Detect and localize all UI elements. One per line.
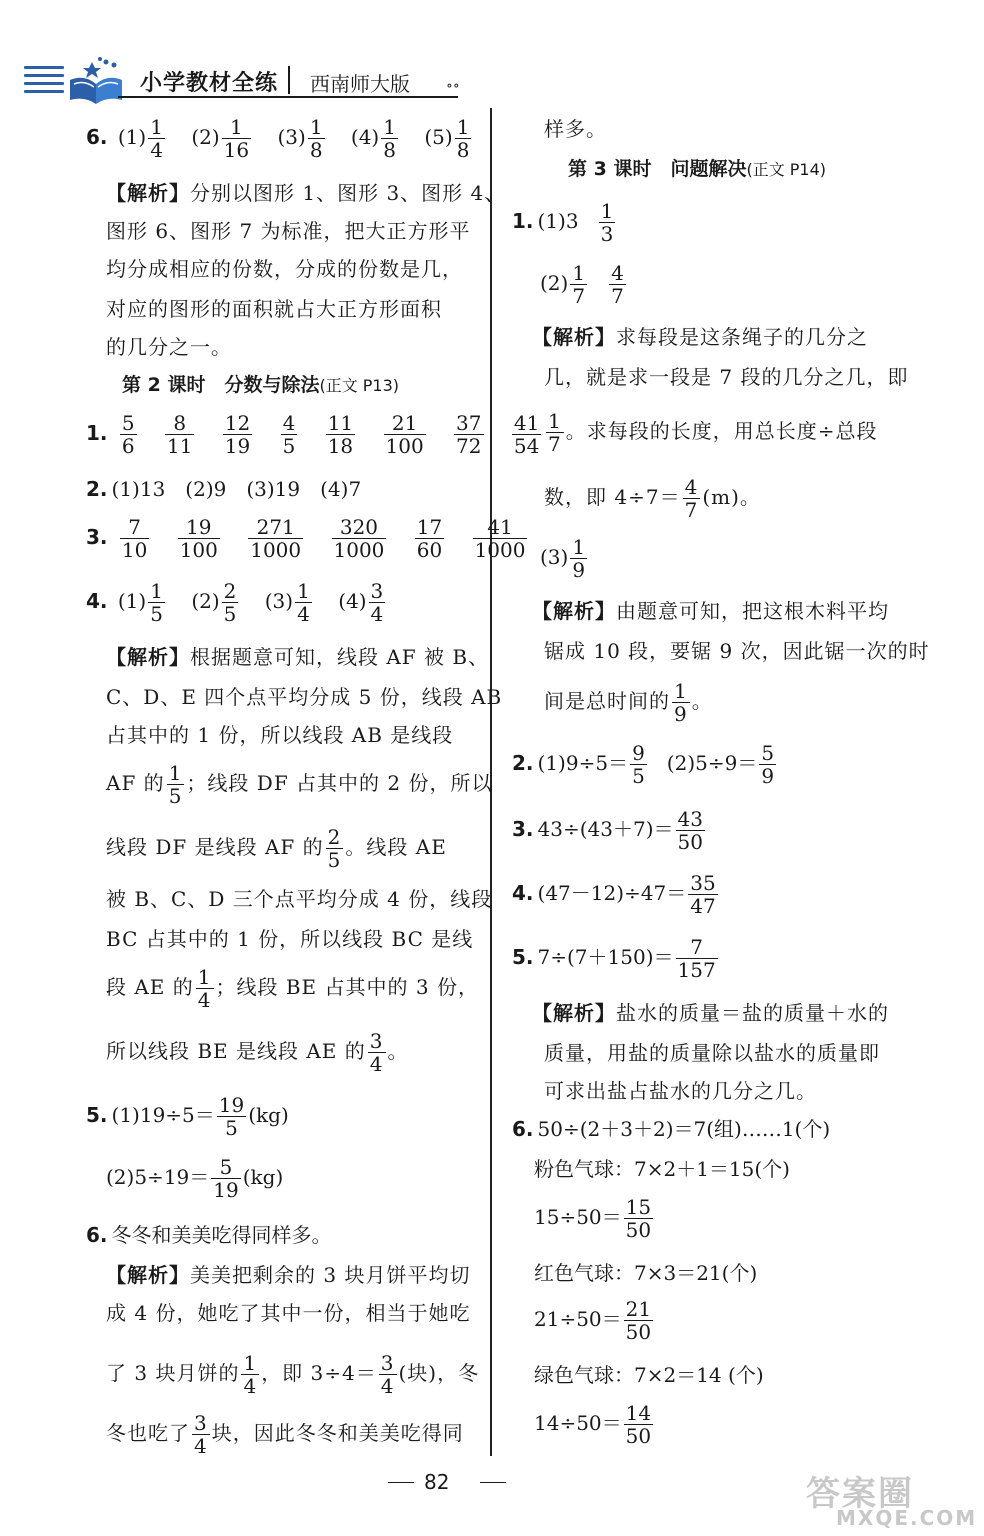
fraction: $\frac{1}{8}$ bbox=[309, 115, 323, 162]
watermark-top: 答案圈 bbox=[806, 1474, 914, 1514]
answer-4: 4. (1) $\frac{1}{5}$ (2) $\frac{2}{5}$ (3) $\frac{1}{4}$ (4) $\frac{3}{4}$ bbox=[86, 579, 384, 626]
book-logo-icon bbox=[66, 56, 128, 106]
answer-5: 5. (1)19÷5＝ $\frac{19}{5}$ (kg) bbox=[86, 1093, 289, 1140]
analysis-2-line6: 被 B、C、D 三个点平均分成 4 份，线段 bbox=[106, 887, 493, 911]
page-number-dash-right bbox=[480, 1482, 506, 1483]
analysis-3-line2: 成 4 份，她吃了其中一份，相当于她吃 bbox=[106, 1301, 471, 1325]
header-dots-icon: ∘∘ bbox=[446, 78, 460, 94]
analysis-1-line3: 均分成相应的份数，分成的份数是几， bbox=[106, 257, 463, 281]
analysis-r5-line3: 可求出盐占盐水的几分之几。 bbox=[544, 1079, 817, 1103]
analysis-1-line1: 【解析】分别以图形 1、图形 3、图形 4、 bbox=[106, 181, 506, 205]
analysis-2-line7: BC 占其中的 1 份，所以线段 BC 是线 bbox=[106, 927, 474, 951]
continued-text: 样多。 bbox=[544, 117, 607, 141]
answer-1: 1. $\frac{5}{6}$ $\frac{8}{11}$ $\frac{12}{19}$ $\frac{4}{5}$ $\frac{11}{18}$ $\frac{21}{100}$ $\frac{37}{72}$ $\frac{41}{54}$ bbox=[86, 411, 540, 458]
analysis-2-line1: 【解析】根据题意可知，线段 AF 被 B、 bbox=[106, 645, 490, 669]
answer-r6-line5: 21÷50＝ $\frac{21}{50}$ bbox=[534, 1297, 652, 1344]
page-number: 82 bbox=[424, 1470, 450, 1494]
analysis-1-line4: 对应的图形的面积就占大正方形面积 bbox=[106, 297, 442, 321]
answer-r4: 4. (47－12)÷47＝ $\frac{35}{47}$ bbox=[512, 871, 716, 918]
analysis-3-line1: 【解析】美美把剩余的 3 块月饼平均切 bbox=[106, 1263, 471, 1287]
fraction: $\frac{1}{16}$ bbox=[223, 115, 250, 162]
analysis-3-line3: 了 3 块月饼的 $\frac{1}{4}$ ，即 3÷4＝ $\frac{3}{4}$ (块)，冬 bbox=[106, 1351, 480, 1398]
analysis-2-line4: AF 的 $\frac{1}{5}$ ；线段 DF 占其中的 2 份，所以 bbox=[106, 761, 493, 808]
analysis-r1-line4: 数，即 4÷7＝ $\frac{4}{7}$ (m)。 bbox=[544, 475, 761, 522]
analysis-2-line5: 线段 DF 是线段 AF 的 $\frac{2}{5}$ 。线段 AE bbox=[106, 825, 447, 872]
logo-lines bbox=[24, 66, 64, 98]
analysis-r1b-line1: 【解析】由题意可知，把这根木料平均 bbox=[532, 599, 889, 623]
analysis-r1b-line3: 间是总时间的 $\frac{1}{9}$ 。 bbox=[544, 679, 713, 726]
watermark bbox=[800, 1466, 978, 1530]
lesson-2-heading: 第 2 课时 分数与除法(正文 P13) bbox=[122, 374, 400, 396]
page-header bbox=[18, 44, 478, 104]
answer-r5: 5. 7÷(7＋150)＝ $\frac{7}{157}$ bbox=[512, 935, 716, 982]
answer-r6-line3: 15÷50＝ $\frac{15}{50}$ bbox=[534, 1195, 652, 1242]
answer-r3: 3. 43÷(43＋7)＝ $\frac{43}{50}$ bbox=[512, 807, 703, 854]
fraction: $\frac{1}{8}$ bbox=[456, 115, 470, 162]
answer-r1-part2: (2) $\frac{1}{7}$ $\frac{4}{7}$ bbox=[540, 261, 624, 308]
analysis-3-line4: 冬也吃了 $\frac{3}{4}$ 块，因此冬冬和美美吃得同 bbox=[106, 1411, 464, 1458]
answer-r6-line2: 粉色气球：7×2＋1＝15(个) bbox=[534, 1157, 790, 1181]
analysis-r1-line2: 几，就是求一段是 7 段的几分之几，即 bbox=[544, 365, 909, 389]
answer-3: 3. $\frac{7}{10}$ $\frac{19}{100}$ $\frac{271}{1000}$ $\frac{320}{1000}$ $\frac{17}{60}$ $\frac{41}{1000}$ bbox=[86, 515, 526, 562]
analysis-1-line5: 的几分之一。 bbox=[106, 335, 232, 359]
analysis-r1-line1: 【解析】求每段是这条绳子的几分之 bbox=[532, 325, 868, 349]
analysis-1-line2: 图形 6、图形 7 为标准，把大正方形平 bbox=[106, 219, 471, 243]
edition-label: 西南师大版 bbox=[310, 72, 410, 96]
answer-r6-line7: 14÷50＝ $\frac{14}{50}$ bbox=[534, 1401, 652, 1448]
series-title: 小学教材全练 bbox=[140, 71, 279, 96]
answer-6a: 6. (1) $\frac{1}{4}$ (2) $\frac{1}{16}$ (3) $\frac{1}{8}$ (4) $\frac{1}{8}$ (5) $\frac{1}{8}$ bbox=[86, 115, 470, 162]
analysis-r5-line1: 【解析】盐水的质量＝盐的质量＋水的 bbox=[532, 1001, 889, 1025]
answer-2: 2. (1)13 (2)9 (3)19 (4)7 bbox=[86, 477, 362, 501]
analysis-2-line2: C、D、E 四个点平均分成 5 份，线段 AB bbox=[106, 685, 503, 709]
analysis-r1-line3: $\frac{1}{7}$ 。求每段的长度，用总长度÷总段 bbox=[548, 409, 878, 456]
analysis-2-line9: 所以线段 BE 是线段 AE 的 $\frac{3}{4}$ 。 bbox=[106, 1029, 409, 1076]
watermark-bottom: MXQE.COM bbox=[836, 1506, 978, 1530]
answer-r1: 1. (1)3 $\frac{1}{3}$ bbox=[512, 199, 614, 246]
fraction: $\frac{1}{4}$ bbox=[150, 115, 163, 162]
answer-6b: 6. 冬冬和美美吃得同样多。 bbox=[86, 1223, 332, 1247]
answer-5-part2: (2)5÷19＝ $\frac{5}{19}$ (kg) bbox=[106, 1155, 284, 1202]
answer-r6-line4: 红色气球：7×3＝21(个) bbox=[534, 1261, 758, 1285]
answer-r6-line6: 绿色气球：7×2＝14 (个) bbox=[534, 1363, 764, 1387]
header-underline bbox=[118, 96, 458, 98]
answer-r6: 6. 50÷(2＋3＋2)＝7(组)……1(个) bbox=[512, 1117, 831, 1141]
analysis-2-line8: 段 AE 的 $\frac{1}{4}$ ；线段 BE 占其中的 3 份， bbox=[106, 965, 479, 1012]
analysis-r5-line2: 质量，用盐的质量除以盐水的质量即 bbox=[544, 1041, 880, 1065]
answer-r1-part3: (3) $\frac{1}{9}$ bbox=[540, 535, 586, 582]
analysis-2-line3: 占其中的 1 份，所以线段 AB 是线段 bbox=[106, 723, 454, 747]
fraction: $\frac{1}{8}$ bbox=[383, 115, 396, 162]
answer-r2: 2. (1)9÷5＝ $\frac{9}{5}$ (2)5÷9＝ $\frac{5}{9}$ bbox=[512, 741, 775, 788]
header-separator bbox=[288, 66, 290, 94]
lesson-3-heading: 第 3 课时 问题解决(正文 P14) bbox=[568, 158, 827, 180]
analysis-r1b-line2: 锯成 10 段，要锯 9 次，因此锯一次的时 bbox=[544, 639, 930, 663]
page-number-dash-left bbox=[388, 1482, 414, 1483]
